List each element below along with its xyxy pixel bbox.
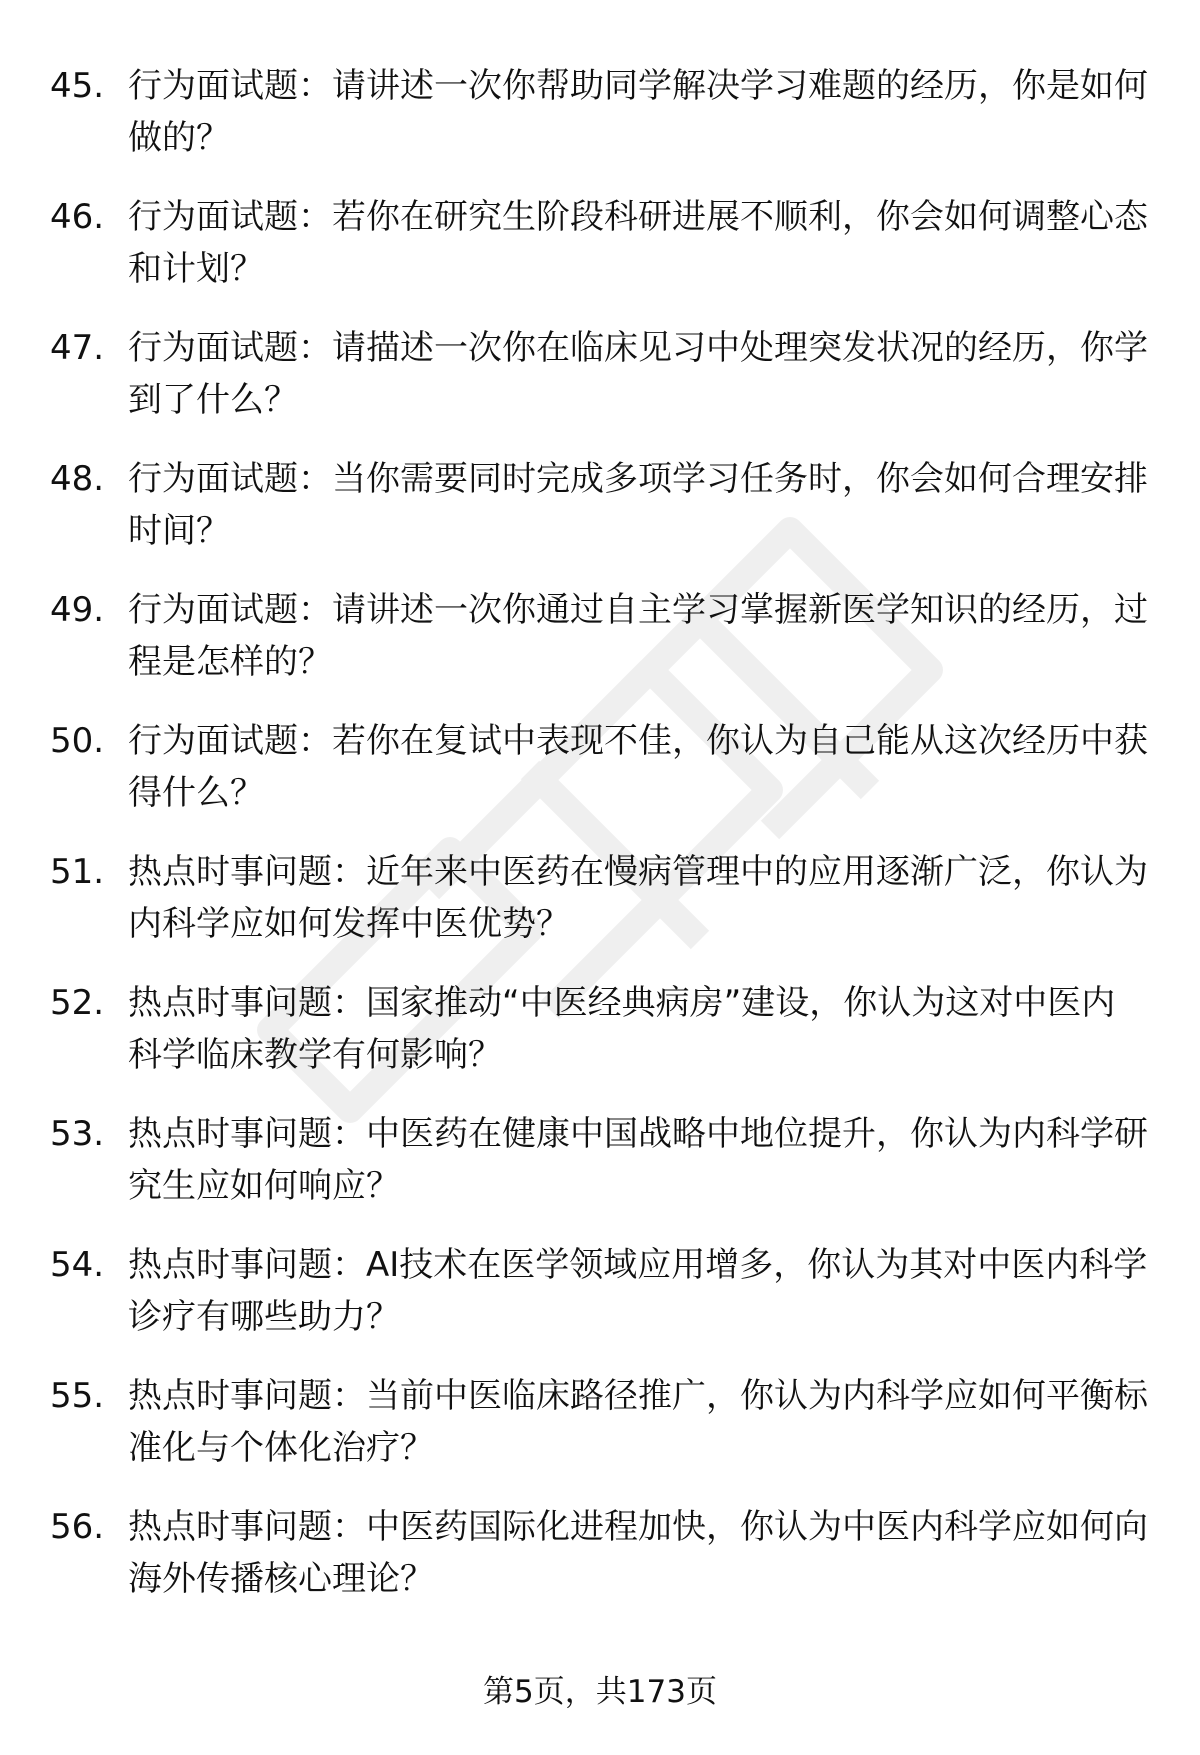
question-number: 54. [50,1245,105,1285]
question-text: 行为面试题：请讲述一次你帮助同学解决学习难题的经历，你是如何做的？ [128,66,1148,158]
question-text: 行为面试题：请讲述一次你通过自主学习掌握新医学知识的经历，过程是怎样的？ [128,590,1148,682]
question-text: 行为面试题：请描述一次你在临床见习中处理突发状况的经历，你学到了什么？ [128,328,1148,420]
question-number: 50. [50,721,105,761]
list-item [50,322,1150,453]
question-number: 52. [50,983,105,1023]
question-number: 46. [50,197,105,237]
question-number: 45. [50,66,105,106]
list-item [50,715,1150,846]
list-item [50,1370,1150,1501]
question-number: 48. [50,459,105,499]
question-text: 热点时事问题：近年来中医药在慢病管理中的应用逐渐广泛，你认为内科学应如何发挥中医优势？ [128,852,1148,944]
question-text: 热点时事问题：国家推动“中医经典病房”建设，你认为这对中医内科学临床教学有何影响？ [128,983,1116,1075]
question-text: 热点时事问题：中医药在健康中国战略中地位提升，你认为内科学研究生应如何响应？ [128,1114,1148,1206]
list-item [50,191,1150,322]
question-text: 热点时事问题：中医药国际化进程加快，你认为中医内科学应如何向海外传播核心理论？ [128,1507,1148,1599]
list-item [50,1239,1150,1370]
page-indicator: 第5页，共173页 [483,1674,717,1710]
question-text: 热点时事问题：AI技术在医学领域应用增多，你认为其对中医内科学诊疗有哪些助力？ [128,1245,1148,1337]
question-number: 56. [50,1507,105,1547]
question-text: 行为面试题：当你需要同时完成多项学习任务时，你会如何合理安排时间？ [128,459,1148,551]
question-number: 51. [50,852,105,892]
question-number: 55. [50,1376,105,1416]
list-item [50,1108,1150,1239]
list-item [50,584,1150,715]
question-text: 行为面试题：若你在复试中表现不佳，你认为自己能从这次经历中获得什么？ [128,721,1148,813]
list-item [50,977,1150,1108]
question-text: 热点时事问题：当前中医临床路径推广，你认为内科学应如何平衡标准化与个体化治疗？ [128,1376,1148,1468]
question-text: 行为面试题：若你在研究生阶段科研进展不顺利，你会如何调整心态和计划？ [128,197,1148,289]
question-number: 47. [50,328,105,368]
question-list [50,60,1150,1632]
list-item [50,60,1150,191]
list-item [50,846,1150,977]
question-number: 49. [50,590,105,630]
list-item [50,453,1150,584]
question-number: 53. [50,1114,105,1154]
list-item [50,1501,1150,1632]
